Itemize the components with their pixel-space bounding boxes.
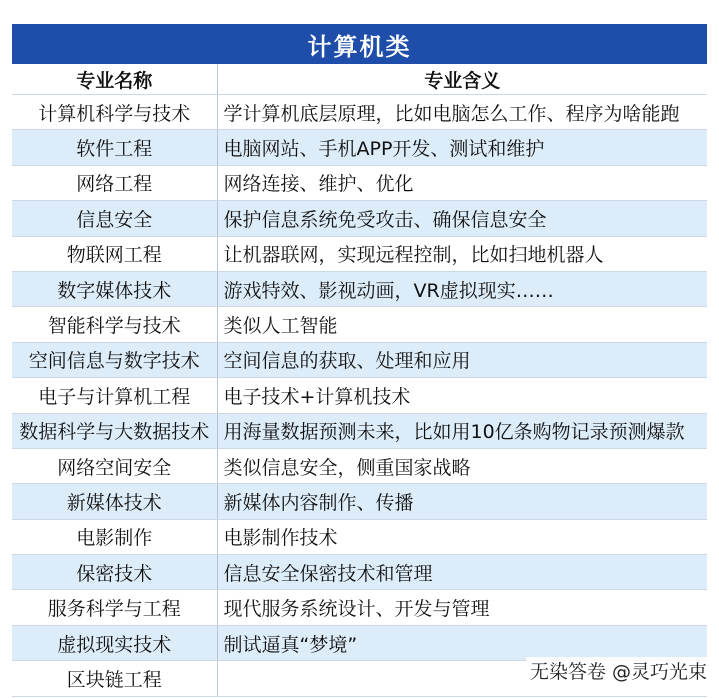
major-name: 电影制作 — [12, 519, 217, 554]
major-name: 空间信息与数字技术 — [12, 342, 217, 377]
major-meaning: 制试逼真“梦境” — [217, 625, 707, 660]
major-name: 软件工程 — [12, 130, 217, 165]
table-row — [12, 590, 707, 625]
header-major-name: 专业名称 — [12, 64, 217, 95]
major-meaning: 让机器联网，实现远程控制，比如扫地机器人 — [217, 236, 707, 271]
table-row — [12, 555, 707, 590]
major-meaning: 电影制作技术 — [217, 519, 707, 554]
table-row — [12, 519, 707, 554]
header-major-meaning: 专业含义 — [217, 64, 707, 95]
major-name: 网络空间安全 — [12, 448, 217, 483]
major-name: 智能科学与技术 — [12, 307, 217, 342]
major-table-sheet — [12, 24, 707, 697]
table-row — [12, 413, 707, 448]
major-meaning: 新媒体内容制作、传播 — [217, 484, 707, 519]
major-meaning: 电脑网站、手机APP开发、测试和维护 — [217, 130, 707, 165]
table-row — [12, 165, 707, 200]
table-row — [12, 378, 707, 413]
major-name: 区块链工程 — [12, 661, 217, 696]
major-name: 服务科学与工程 — [12, 590, 217, 625]
header-row — [12, 64, 707, 95]
major-meaning: 空间信息的获取、处理和应用 — [217, 342, 707, 377]
table-row — [12, 236, 707, 271]
table-row — [12, 307, 707, 342]
major-name: 计算机科学与技术 — [12, 95, 217, 130]
major-meaning: 现代服务系统设计、开发与管理 — [217, 590, 707, 625]
major-name: 电子与计算机工程 — [12, 378, 217, 413]
major-meaning: 类似人工智能 — [217, 307, 707, 342]
table-row — [12, 484, 707, 519]
major-name: 新媒体技术 — [12, 484, 217, 519]
major-meaning: 游戏特效、影视动画，VR虚拟现实…… — [217, 271, 707, 306]
table-row — [12, 271, 707, 306]
table-title: 计算机类 — [12, 24, 707, 64]
major-name: 物联网工程 — [12, 236, 217, 271]
major-name: 保密技术 — [12, 555, 217, 590]
table-row — [12, 130, 707, 165]
major-name: 数据科学与大数据技术 — [12, 413, 217, 448]
table-row — [12, 342, 707, 377]
major-meaning: 网络连接、维护、优化 — [217, 165, 707, 200]
major-meaning: 电子技术+计算机技术 — [217, 378, 707, 413]
major-name: 网络工程 — [12, 165, 217, 200]
table-row — [12, 201, 707, 236]
major-name: 虚拟现实技术 — [12, 625, 217, 660]
major-meaning: 信息安全保密技术和管理 — [217, 555, 707, 590]
major-name: 信息安全 — [12, 201, 217, 236]
major-meaning: 用海量数据预测未来，比如用10亿条购物记录预测爆款 — [217, 413, 707, 448]
major-meaning: 类似信息安全，侧重国家战略 — [217, 448, 707, 483]
major-meaning: 保护信息系统免受攻击、确保信息安全 — [217, 201, 707, 236]
table-row — [12, 95, 707, 130]
table-row — [12, 448, 707, 483]
majors-table — [12, 64, 707, 697]
table-row — [12, 625, 707, 660]
major-name: 数字媒体技术 — [12, 271, 217, 306]
major-meaning: 学计算机底层原理，比如电脑怎么工作、程序为啥能跑 — [217, 95, 707, 130]
watermark: 无染答卷 @灵巧光束 — [526, 657, 711, 684]
